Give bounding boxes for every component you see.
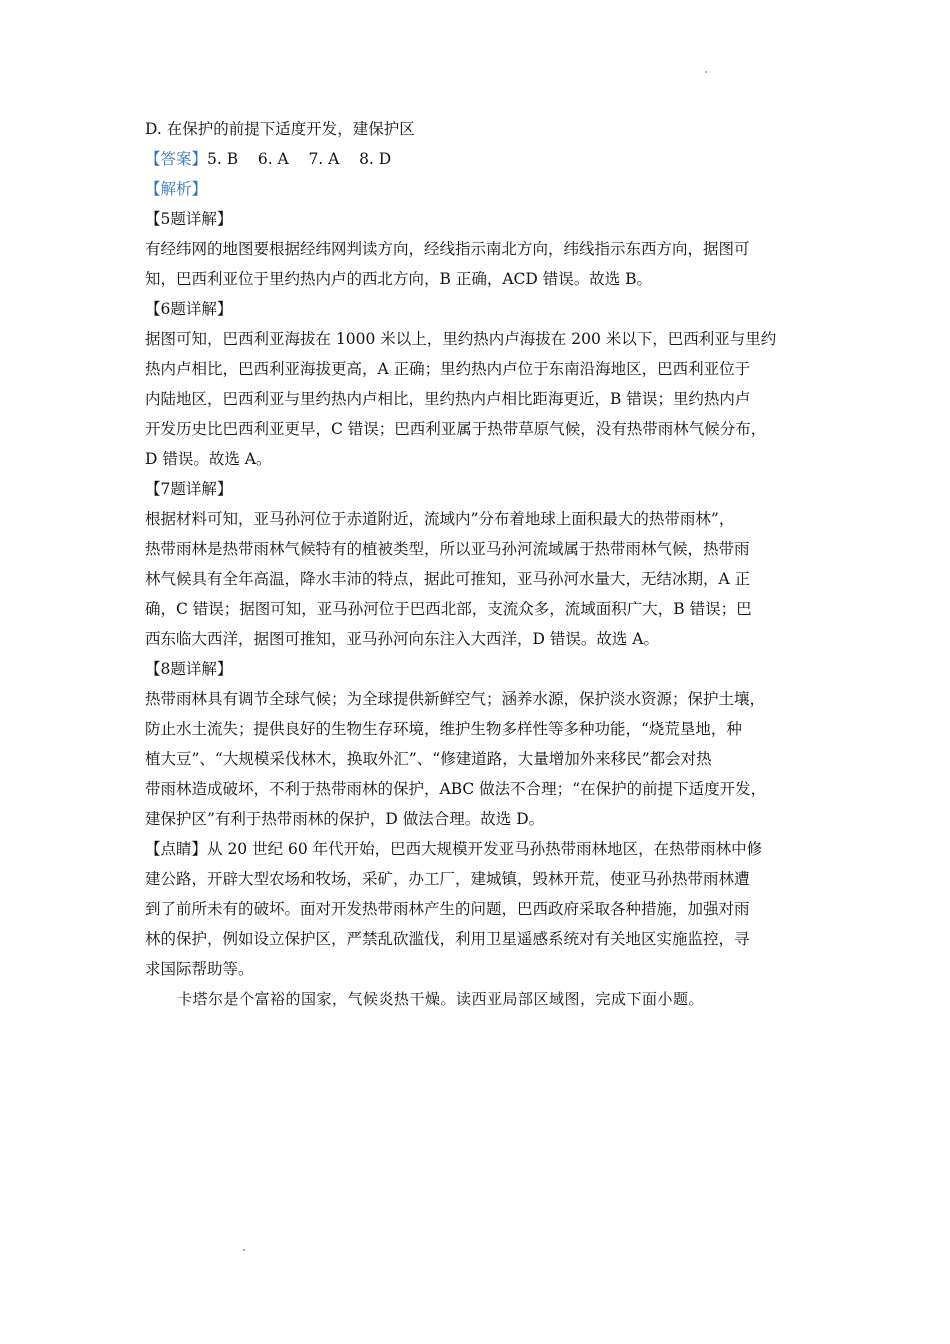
q8-line: 热带雨林具有调节全球气候；为全球提供新鲜空气；涵养水源，保护淡水资源；保护土壤， bbox=[145, 690, 766, 708]
q5-heading: 【5题详解】 bbox=[145, 210, 233, 228]
q6-heading: 【6题详解】 bbox=[145, 300, 233, 318]
q6-line: 热内卢相比，巴西利亚海拔更高，A 正确；里约热内卢位于东南沿海地区，巴西利亚位于 bbox=[145, 360, 751, 378]
q6-line: 据图可知，巴西利亚海拔在 1000 米以上，里约热内卢海拔在 200 米以下，巴西利亚与里约 bbox=[145, 330, 777, 348]
q8-line: 植大豆”、“大规模采伐林木，换取外汇”、“修建道路，大量增加外来移民”都会对热 bbox=[145, 750, 712, 768]
q6-line: 内陆地区，巴西利亚与里约热内卢相比，里约热内卢相比距海更近，B 错误；里约热内卢 bbox=[145, 390, 751, 408]
q7-line: 热带雨林是热带雨林气候特有的植被类型，所以亚马孙河流域属于热带雨林气候，热带雨 bbox=[145, 540, 750, 558]
q7-heading: 【7题详解】 bbox=[145, 480, 233, 498]
tip-first-line bbox=[145, 834, 813, 864]
answer-text: 5. B 6. A 7. A 8. D bbox=[207, 150, 392, 168]
q7-line: 确，C 错误；据图可知，亚马孙河位于巴西北部，支流众多，流域面积广大，B 错误；巴 bbox=[145, 600, 752, 618]
tip-first-text: 从 20 世纪 60 年代开始，巴西大规模开发亚马孙热带雨林地区，在热带雨林中修 bbox=[207, 840, 763, 858]
q7-line: 西东临大西洋，据图可推知，亚马孙河向东注入大西洋，D 错误。故选 A。 bbox=[145, 630, 659, 648]
tip-line: 求国际帮助等。 bbox=[145, 960, 254, 978]
q8-line: 建保护区”有利于热带雨林的保护，D 做法合理。故选 D。 bbox=[145, 810, 545, 828]
q5-line: 有经纬网的地图要根据经纬网判读方向，经线指示南北方向，纬线指示东西方向，据图可 bbox=[145, 240, 750, 258]
answer-tag: 【答案】 bbox=[145, 150, 208, 168]
option-d: D. 在保护的前提下适度开发，建保护区 bbox=[145, 120, 415, 138]
q6-line: 开发历史比巴西利亚更早，C 错误；巴西利亚属于热带草原气候，没有热带雨林气候分布， bbox=[145, 420, 767, 438]
next-question-intro: 卡塔尔是个富裕的国家，气候炎热干燥。读西亚局部区域图，完成下面小题。 bbox=[177, 990, 705, 1008]
tip-line: 建公路，开辟大型农场和牧场，采矿，办工厂，建城镇，毁林开荒，使亚马孙热带雨林遭 bbox=[145, 870, 750, 888]
tip-line: 到了前所未有的破坏。面对开发热带雨林产生的问题，巴西政府采取各种措施，加强对雨 bbox=[145, 900, 750, 918]
tip-tag: 【点睛】 bbox=[145, 840, 208, 858]
q8-line: 带雨林造成破坏，不利于热带雨林的保护，ABC 做法不合理；“在保护的前提下适度开发， bbox=[145, 780, 767, 798]
q6-line: D 错误。故选 A。 bbox=[145, 450, 272, 468]
answer-line bbox=[145, 144, 813, 174]
q5-line: 知，巴西利亚位于里约热内卢的西北方向，B 正确，ACD 错误。故选 B。 bbox=[145, 270, 653, 288]
tip-line: 林的保护，例如设立保护区，严禁乱砍滥伐，利用卫星遥感系统对有关地区实施监控，寻 bbox=[145, 930, 750, 948]
corner-mark-top bbox=[705, 71, 707, 73]
analysis-tag: 【解析】 bbox=[145, 180, 208, 198]
corner-mark-bottom bbox=[243, 1249, 245, 1251]
document-body bbox=[145, 114, 813, 1014]
q8-heading: 【8题详解】 bbox=[145, 660, 233, 678]
q7-line: 根据材料可知，亚马孙河位于赤道附近，流域内”分布着地球上面积最大的热带雨林”， bbox=[145, 510, 735, 528]
q8-line: 防止水土流失；提供良好的生物生存环境，维护生物多样性等多种功能，“烧荒垦地，种 bbox=[145, 720, 742, 738]
q7-line: 林气候具有全年高温，降水丰沛的特点，据此可推知，亚马孙河水量大，无结冰期，A 正 bbox=[145, 570, 751, 588]
